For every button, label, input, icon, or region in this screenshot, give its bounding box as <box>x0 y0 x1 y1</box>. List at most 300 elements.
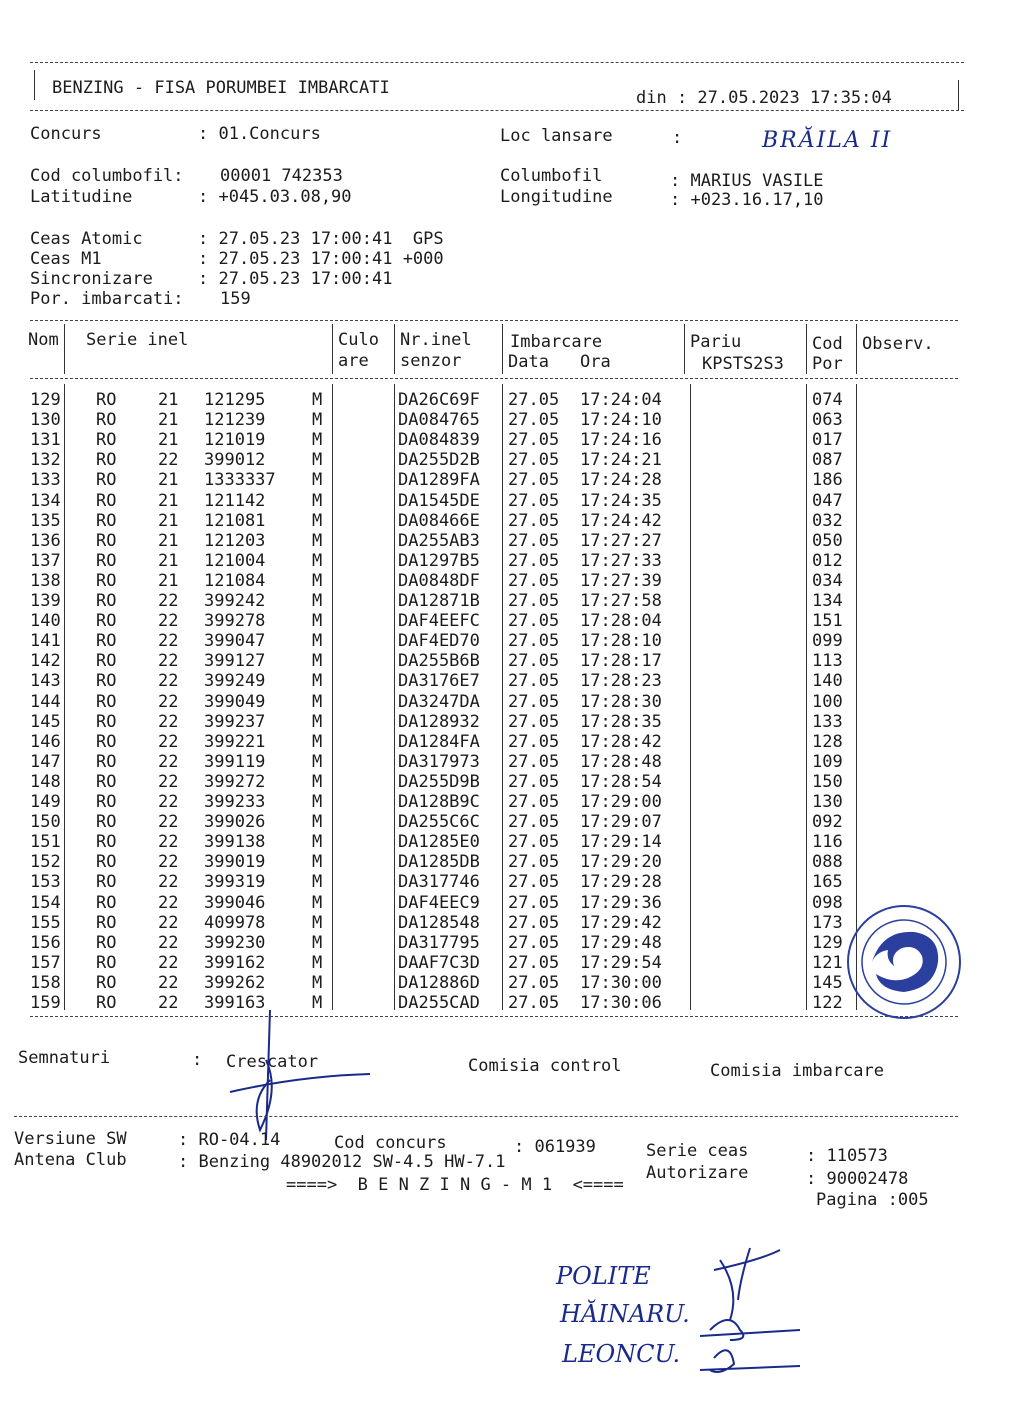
row-time: 17:28:54 <box>580 771 662 792</box>
col-observ: Observ. <box>862 334 934 354</box>
row-time: 17:24:28 <box>580 470 662 491</box>
row-date: 27.05 <box>508 812 560 833</box>
row-year: 22 <box>158 450 179 471</box>
row-ring: 121084 <box>204 570 266 591</box>
col-cod-2: Por <box>812 354 843 374</box>
row-sensor: DA255CAD <box>398 993 480 1013</box>
row-country: RO <box>96 711 117 732</box>
row-country: RO <box>96 450 117 471</box>
report-title: BENZING - FISA PORUMBEI IMBARCATI <box>52 78 390 98</box>
row-ring: 121295 <box>204 390 266 410</box>
col-culo-1: Culo <box>338 330 379 350</box>
col-pariu-1: Pariu <box>690 332 742 352</box>
col-cod-1: Cod <box>812 334 843 354</box>
row-country: RO <box>96 530 117 551</box>
row-sensor: DA08466E <box>398 510 480 531</box>
row-date: 27.05 <box>508 872 560 893</box>
row-ring: 399262 <box>204 972 266 993</box>
col-serie: Serie inel <box>86 330 189 350</box>
row-ring: 399138 <box>204 832 266 853</box>
row-nom: 139 <box>30 591 61 611</box>
row-nom: 159 <box>30 993 61 1013</box>
row-time: 17:29:00 <box>580 792 662 812</box>
handwritten-name-1: POLITE <box>556 1262 651 1290</box>
row-nom: 131 <box>30 430 61 451</box>
row-date: 27.05 <box>508 993 560 1013</box>
ceas-m1-value: : 27.05.23 17:00:41 +000 <box>198 249 444 269</box>
row-year: 22 <box>158 731 179 752</box>
row-country: RO <box>96 430 117 451</box>
row-cod: 140 <box>812 671 843 692</box>
serie-ceas-label: Serie ceas <box>646 1141 749 1161</box>
row-year: 22 <box>158 691 179 712</box>
row-cod: 017 <box>812 430 843 451</box>
row-cod: 032 <box>812 510 843 531</box>
row-sensor: DA128B9C <box>398 792 480 812</box>
row-ring: 1333337 <box>204 470 276 491</box>
row-nom: 140 <box>30 611 61 632</box>
row-cod: 100 <box>812 691 843 712</box>
report-date: din : 27.05.2023 17:35:04 <box>636 88 892 108</box>
row-ring: 121019 <box>204 430 266 451</box>
row-year: 22 <box>158 591 179 611</box>
row-sensor: DA1285E0 <box>398 832 480 853</box>
row-date: 27.05 <box>508 570 560 591</box>
row-time: 17:29:36 <box>580 892 662 913</box>
row-cod: 130 <box>812 792 843 812</box>
row-sex: M <box>312 570 323 591</box>
row-nom: 152 <box>30 852 61 873</box>
row-country: RO <box>96 671 117 692</box>
row-ring: 399162 <box>204 952 266 973</box>
col-pariu-2: KPSTS2S3 <box>702 354 784 374</box>
row-country: RO <box>96 731 117 752</box>
row-year: 22 <box>158 631 179 652</box>
commission-signatures <box>690 1240 820 1380</box>
row-cod: 050 <box>812 530 843 551</box>
loc-label: Loc lansare <box>500 126 613 146</box>
row-cod: 099 <box>812 631 843 652</box>
row-date: 27.05 <box>508 912 560 933</box>
row-time: 17:24:42 <box>580 510 662 531</box>
long-label: Longitudine <box>500 187 613 207</box>
row-ring: 399242 <box>204 591 266 611</box>
row-sensor: DA1545DE <box>398 490 480 511</box>
row-sensor: DA0848DF <box>398 570 480 591</box>
row-ring: 399319 <box>204 872 266 893</box>
ceas-atomic-label: Ceas Atomic <box>30 229 143 249</box>
loc-colon: : <box>672 128 683 148</box>
row-year: 21 <box>158 510 179 531</box>
row-year: 21 <box>158 390 179 410</box>
row-ring: 399221 <box>204 731 266 752</box>
row-country: RO <box>96 792 117 812</box>
row-year: 22 <box>158 812 179 833</box>
row-nom: 157 <box>30 952 61 973</box>
row-date: 27.05 <box>508 751 560 772</box>
long-value: : +023.16.17,10 <box>670 190 824 210</box>
row-date: 27.05 <box>508 410 560 431</box>
row-country: RO <box>96 952 117 973</box>
row-cod: 122 <box>812 993 843 1013</box>
row-date: 27.05 <box>508 731 560 752</box>
row-nom: 154 <box>30 892 61 913</box>
col-data: Data <box>508 352 549 372</box>
row-time: 17:29:48 <box>580 932 662 953</box>
row-sex: M <box>312 912 323 933</box>
row-year: 21 <box>158 410 179 431</box>
row-date: 27.05 <box>508 832 560 853</box>
row-nom: 134 <box>30 490 61 511</box>
row-date: 27.05 <box>508 490 560 511</box>
row-nom: 132 <box>30 450 61 471</box>
row-sensor: DA26C69F <box>398 390 480 410</box>
por-label: Por. imbarcati: <box>30 289 184 309</box>
col-imbarcare: Imbarcare <box>510 332 603 352</box>
row-country: RO <box>96 510 117 531</box>
row-ring: 399237 <box>204 711 266 732</box>
row-country: RO <box>96 872 117 893</box>
row-nom: 151 <box>30 832 61 853</box>
row-cod: 134 <box>812 591 843 611</box>
row-sex: M <box>312 993 323 1013</box>
row-sex: M <box>312 611 323 632</box>
row-ring: 121081 <box>204 510 266 531</box>
row-country: RO <box>96 410 117 431</box>
row-sex: M <box>312 510 323 531</box>
row-sensor: DA1284FA <box>398 731 480 752</box>
row-sex: M <box>312 852 323 873</box>
concurs-value: : 01.Concurs <box>198 124 321 144</box>
row-time: 17:24:35 <box>580 490 662 511</box>
concurs-label: Concurs <box>30 124 102 144</box>
row-ring: 399046 <box>204 892 266 913</box>
row-date: 27.05 <box>508 631 560 652</box>
ceas-m1-label: Ceas M1 <box>30 249 102 269</box>
row-date: 27.05 <box>508 550 560 571</box>
row-ring: 399119 <box>204 751 266 772</box>
autorizare-value: : 90002478 <box>806 1169 909 1189</box>
autorizare-label: Autorizare <box>646 1163 749 1183</box>
row-cod: 150 <box>812 771 843 792</box>
row-nom: 158 <box>30 972 61 993</box>
row-year: 22 <box>158 792 179 812</box>
row-cod: 087 <box>812 450 843 471</box>
row-nom: 149 <box>30 792 61 812</box>
row-ring: 121239 <box>204 410 266 431</box>
handwritten-name-2: HĂINARU. <box>560 1300 690 1328</box>
row-sensor: DA317746 <box>398 872 480 893</box>
row-date: 27.05 <box>508 852 560 873</box>
row-cod: 047 <box>812 490 843 511</box>
row-time: 17:24:10 <box>580 410 662 431</box>
row-nom: 129 <box>30 390 61 410</box>
row-cod: 129 <box>812 932 843 953</box>
signatures-label: Semnaturi <box>18 1048 111 1068</box>
row-sensor: DA255D2B <box>398 450 480 471</box>
row-nom: 153 <box>30 872 61 893</box>
row-sensor: DA1289FA <box>398 470 480 491</box>
antena-value: : Benzing 48902012 SW-4.5 HW-7.1 <box>178 1152 506 1172</box>
row-nom: 146 <box>30 731 61 752</box>
row-time: 17:29:42 <box>580 912 662 933</box>
row-ring: 399127 <box>204 651 266 672</box>
row-cod: 063 <box>812 410 843 431</box>
row-sex: M <box>312 731 323 752</box>
row-cod: 165 <box>812 872 843 893</box>
row-sex: M <box>312 450 323 471</box>
row-nom: 136 <box>30 530 61 551</box>
row-year: 22 <box>158 671 179 692</box>
row-sensor: DA317795 <box>398 932 480 953</box>
row-year: 22 <box>158 771 179 792</box>
row-sex: M <box>312 771 323 792</box>
row-sex: M <box>312 671 323 692</box>
crescator-label: Crescator <box>226 1052 319 1072</box>
benzing-banner: ====> B E N Z I N G - M 1 <==== <box>286 1175 624 1195</box>
row-date: 27.05 <box>508 952 560 973</box>
row-ring: 399163 <box>204 993 266 1013</box>
row-sex: M <box>312 631 323 652</box>
row-time: 17:29:54 <box>580 952 662 973</box>
row-nom: 156 <box>30 932 61 953</box>
col-culo-2: are <box>338 351 369 371</box>
row-nom: 145 <box>30 711 61 732</box>
row-country: RO <box>96 892 117 913</box>
row-ring: 399019 <box>204 852 266 873</box>
row-sensor: DA1285DB <box>398 852 480 873</box>
row-sex: M <box>312 591 323 611</box>
row-ring: 399012 <box>204 450 266 471</box>
page-number: Pagina :005 <box>816 1190 929 1210</box>
row-cod: 128 <box>812 731 843 752</box>
row-sensor: DA128548 <box>398 912 480 933</box>
cod-label: Cod columbofil: <box>30 166 184 186</box>
row-time: 17:29:20 <box>580 852 662 873</box>
row-sex: M <box>312 892 323 913</box>
row-time: 17:27:58 <box>580 591 662 611</box>
row-cod: 173 <box>812 912 843 933</box>
row-sex: M <box>312 390 323 410</box>
comisia-imbarcare-label: Comisia imbarcare <box>710 1061 884 1081</box>
row-year: 21 <box>158 470 179 491</box>
row-sensor: DA12886D <box>398 972 480 993</box>
comisia-control-label: Comisia control <box>468 1056 622 1076</box>
row-year: 22 <box>158 852 179 873</box>
row-country: RO <box>96 591 117 611</box>
row-country: RO <box>96 651 117 672</box>
col-nr-1: Nr.inel <box>400 330 472 350</box>
row-country: RO <box>96 912 117 933</box>
row-ring: 399230 <box>204 932 266 953</box>
signatures-colon: : <box>192 1050 203 1070</box>
row-sensor: DA255B6B <box>398 651 480 672</box>
row-cod: 145 <box>812 972 843 993</box>
row-time: 17:24:16 <box>580 430 662 451</box>
row-ring: 399249 <box>204 671 266 692</box>
row-country: RO <box>96 550 117 571</box>
row-sex: M <box>312 751 323 772</box>
lat-value: : +045.03.08,90 <box>198 187 352 207</box>
row-time: 17:24:04 <box>580 390 662 410</box>
row-ring: 121142 <box>204 490 266 511</box>
row-sensor: DA128932 <box>398 711 480 732</box>
row-cod: 012 <box>812 550 843 571</box>
row-sex: M <box>312 812 323 833</box>
versiune-label: Versiune SW <box>14 1129 127 1149</box>
row-ring: 399233 <box>204 792 266 812</box>
row-date: 27.05 <box>508 611 560 632</box>
row-sensor: DA255C6C <box>398 812 480 833</box>
ceas-atomic-value: : 27.05.23 17:00:41 GPS <box>198 229 444 249</box>
row-country: RO <box>96 490 117 511</box>
row-sex: M <box>312 932 323 953</box>
crescator-signature <box>220 1000 400 1150</box>
sinc-value: : 27.05.23 17:00:41 <box>198 269 393 289</box>
row-year: 22 <box>158 952 179 973</box>
row-sensor: DAF4EEC9 <box>398 892 480 913</box>
row-nom: 148 <box>30 771 61 792</box>
row-sex: M <box>312 430 323 451</box>
row-year: 22 <box>158 912 179 933</box>
row-nom: 150 <box>30 812 61 833</box>
row-year: 22 <box>158 872 179 893</box>
row-sex: M <box>312 410 323 431</box>
row-sensor: DAAF7C3D <box>398 952 480 973</box>
row-time: 17:28:10 <box>580 631 662 652</box>
cod-value: 00001 742353 <box>220 166 343 186</box>
cod-concurs-label: Cod concurs <box>334 1133 447 1153</box>
row-ring: 399047 <box>204 631 266 652</box>
row-ring: 399278 <box>204 611 266 632</box>
row-country: RO <box>96 470 117 491</box>
serie-ceas-value: : 110573 <box>806 1146 888 1166</box>
row-sensor: DA255AB3 <box>398 530 480 551</box>
row-date: 27.05 <box>508 892 560 913</box>
row-cod: 116 <box>812 832 843 853</box>
row-sensor: DA317973 <box>398 751 480 772</box>
row-year: 22 <box>158 751 179 772</box>
row-country: RO <box>96 611 117 632</box>
row-sex: M <box>312 550 323 571</box>
row-sex: M <box>312 972 323 993</box>
row-nom: 142 <box>30 651 61 672</box>
row-ring: 121203 <box>204 530 266 551</box>
row-date: 27.05 <box>508 932 560 953</box>
row-sex: M <box>312 691 323 712</box>
row-date: 27.05 <box>508 510 560 531</box>
row-sensor: DA12871B <box>398 591 480 611</box>
row-time: 17:29:07 <box>580 812 662 833</box>
row-date: 27.05 <box>508 691 560 712</box>
row-nom: 130 <box>30 410 61 431</box>
federation-stamp <box>842 900 972 1030</box>
row-nom: 147 <box>30 751 61 772</box>
row-date: 27.05 <box>508 711 560 732</box>
row-year: 21 <box>158 550 179 571</box>
row-sensor: DA3247DA <box>398 691 480 712</box>
row-nom: 137 <box>30 550 61 571</box>
row-sex: M <box>312 832 323 853</box>
row-cod: 113 <box>812 651 843 672</box>
row-country: RO <box>96 972 117 993</box>
row-cod: 034 <box>812 570 843 591</box>
row-time: 17:27:39 <box>580 570 662 591</box>
row-date: 27.05 <box>508 430 560 451</box>
col-nr-2: senzor <box>400 351 462 371</box>
row-time: 17:28:35 <box>580 711 662 732</box>
row-country: RO <box>96 832 117 853</box>
row-time: 17:28:30 <box>580 691 662 712</box>
row-sex: M <box>312 872 323 893</box>
row-time: 17:28:04 <box>580 611 662 632</box>
columbofil-label: Columbofil <box>500 166 603 186</box>
row-sensor: DA084765 <box>398 410 480 431</box>
row-nom: 135 <box>30 510 61 531</box>
row-year: 21 <box>158 530 179 551</box>
row-date: 27.05 <box>508 771 560 792</box>
loc-handwritten: BRĂILA II <box>762 128 893 153</box>
row-sex: M <box>312 490 323 511</box>
row-country: RO <box>96 812 117 833</box>
row-sex: M <box>312 470 323 491</box>
row-sensor: DA084839 <box>398 430 480 451</box>
sinc-label: Sincronizare <box>30 269 153 289</box>
row-sensor: DA255D9B <box>398 771 480 792</box>
row-cod: 151 <box>812 611 843 632</box>
row-time: 17:28:17 <box>580 651 662 672</box>
row-sensor: DAF4EEFC <box>398 611 480 632</box>
row-nom: 155 <box>30 912 61 933</box>
row-cod: 121 <box>812 952 843 973</box>
row-cod: 133 <box>812 711 843 732</box>
row-time: 17:30:00 <box>580 972 662 993</box>
row-sensor: DAF4ED70 <box>398 631 480 652</box>
row-country: RO <box>96 390 117 410</box>
columbofil-value: : MARIUS VASILE <box>670 171 824 191</box>
versiune-value: : RO-04.14 <box>178 1130 281 1150</box>
row-cod: 074 <box>812 390 843 410</box>
row-nom: 141 <box>30 631 61 652</box>
row-country: RO <box>96 771 117 792</box>
row-time: 17:28:42 <box>580 731 662 752</box>
handwritten-name-3: LEONCU. <box>562 1340 681 1368</box>
row-year: 21 <box>158 490 179 511</box>
row-country: RO <box>96 751 117 772</box>
row-country: RO <box>96 852 117 873</box>
row-nom: 144 <box>30 691 61 712</box>
row-sensor: DA3176E7 <box>398 671 480 692</box>
row-date: 27.05 <box>508 651 560 672</box>
por-value: 159 <box>220 289 251 309</box>
row-ring: 399049 <box>204 691 266 712</box>
row-time: 17:29:14 <box>580 832 662 853</box>
cod-concurs-value: : 061939 <box>514 1137 596 1157</box>
col-ora: Ora <box>580 352 611 372</box>
row-time: 17:28:48 <box>580 751 662 772</box>
row-date: 27.05 <box>508 390 560 410</box>
row-date: 27.05 <box>508 792 560 812</box>
row-ring: 399272 <box>204 771 266 792</box>
row-year: 22 <box>158 651 179 672</box>
row-sex: M <box>312 530 323 551</box>
row-country: RO <box>96 932 117 953</box>
row-year: 22 <box>158 711 179 732</box>
row-ring: 121004 <box>204 550 266 571</box>
row-country: RO <box>96 993 117 1013</box>
row-ring: 409978 <box>204 912 266 933</box>
row-date: 27.05 <box>508 470 560 491</box>
